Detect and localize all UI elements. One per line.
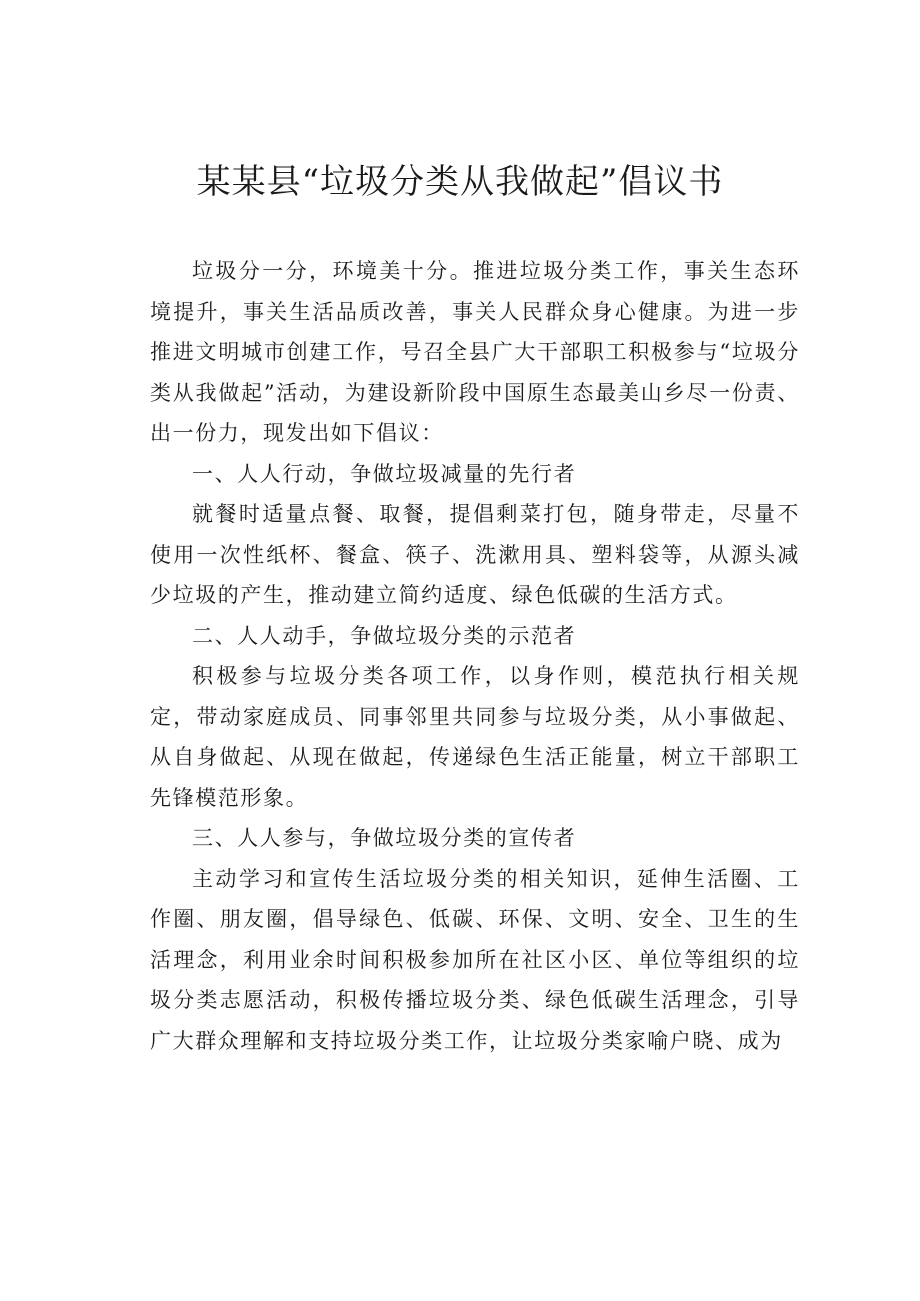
section-paragraph-1: 就餐时适量点餐、取餐，提倡剩菜打包，随身带走，尽量不使用一次性纸杯、餐盒、筷子、洗漱用具、塑料袋等，从源头减少垃圾的产生，推动建立简约适度、绿色低碳的生活方式。 bbox=[150, 502, 800, 607]
section-heading-1: 一、人人行动，争做垃圾减量的先行者 bbox=[192, 461, 577, 486]
section-paragraph-2: 积极参与垃圾分类各项工作，以身作则，模范执行相关规定，带动家庭成员、同事邻里共同参与垃圾分类，从小事做起、从自身做起、从现在做起，传递绿色生活正能量，树立干部职工先锋模范形象。 bbox=[150, 664, 800, 810]
section-heading-3: 三、人人参与，争做垃圾分类的宣传者 bbox=[192, 826, 577, 850]
intro-paragraph: 垃圾分一分，环境美十分。推进垃圾分类工作，事关生态环境提升，事关生活品质改善，事关人民群众身心健康。为进一步推进文明城市创建工作，号召全县广大干部职工积极参与“垃圾分类从我做起”活动，为建设新阶段中国原生态最美山乡尽一份责、出一份力，现发出如下倡议： bbox=[150, 259, 800, 445]
document-title: 某某县“垃圾分类从我做起”倡议书 bbox=[196, 162, 724, 202]
section-paragraph-3: 主动学习和宣传生活垃圾分类的相关知识，延伸生活圈、工作圈、朋友圈，倡导绿色、低碳、环保、文明、安全、卫生的生活理念，利用业余时间积极参加所在社区小区、单位等组织的垃圾分类志愿活动，积极传播垃圾分类、绿色低碳生活理念，引导广大群众理解和支持垃圾分类工作，让垃圾分类家喻户晓、成为 bbox=[150, 866, 800, 1053]
section-heading-2: 二、人人动手，争做垃圾分类的示范者 bbox=[192, 623, 577, 648]
document-body bbox=[150, 251, 800, 1061]
